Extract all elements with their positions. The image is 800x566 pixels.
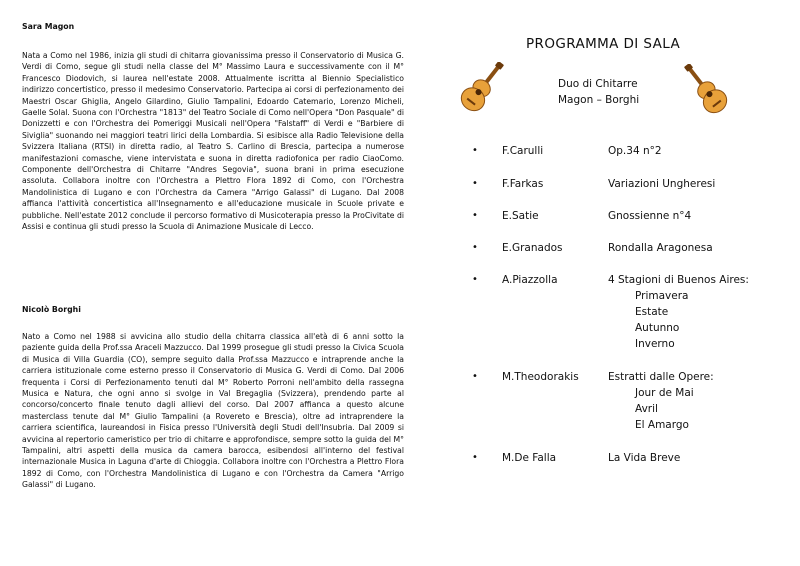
bullet: • (472, 210, 478, 221)
program-subtitle-duo: Duo di Chitarre (558, 78, 638, 90)
work-title: Estratti dalle Opere: (608, 371, 714, 383)
bullet: • (472, 371, 478, 382)
work-title: Gnossienne n°4 (608, 210, 692, 222)
work-title: Variazioni Ungheresi (608, 178, 716, 190)
movement-title: Autunno (635, 322, 680, 334)
guitar-icon-right (676, 64, 738, 118)
bio-nicolo-borghi-text: Nato a Como nel 1988 si avvicina allo studio della chitarra classica all'età di 6 anni sotto la paziente guida della Prof.ssa Araceli Mazzucco. Dal 1999 prosegue gli studi presso la Civica Scuola di Musica di Villa Guardia (CO), sempre seguito dalla Prof.ssa Mazzucco e intraprende anche la carriera istituzionale come esterno presso il Conservatorio di Musica G. Verdi di Como. Dal 2006 frequenta i Corsi di Perfezionamento tenuti dal M° Roberto Porroni nell'ambito della rassegna Musica e Natura, che ogni anno si svolge in Val Bregaglia (Svizzera), prendendo parte al concorso/concerto finale tenuto dagli allievi del corso. Dal 2007 affianca a questo alcune masterclass tenute dal M° Giulio Tampalini (a Rovereto e Brescia), oltre ad intraprendere la carriera scientifica, laureandosi in Fisica presso l'Università degli Studi dell'Insubria. Dal 2009 si avvicina al repertorio cameristico per trio di chitarre e approfondisce, sempre sotto la guida del M° Tampalini, altri aspetti della musica da camera barocca, esibendosi all'interno del festival internazionale Musica in Laguna d'arte di Chioggia. Collabora inoltre con l'Orchestra a Plettro Flora 1892 di Como, con l'Orchestra Mandolinistica di Lugano e con l'Orchestra da Camera "Arrigo Galassi" di Lugano. (22, 332, 404, 490)
guitar-icon-left (450, 62, 512, 116)
composer: E.Granados (502, 242, 563, 254)
composer: M.Theodorakis (502, 371, 579, 383)
movement-title: Jour de Mai (635, 387, 694, 399)
bio-nicolo-borghi-name: Nicolò Borghi (22, 305, 81, 314)
composer: M.De Falla (502, 452, 557, 464)
program-column (430, 0, 800, 566)
bullet: • (472, 145, 478, 156)
bio-sara-magon-text: Nata a Como nel 1986, inizia gli studi di chitarra giovanissima presso il Conservatorio di Musica G. Verdi di Como, segue gli studi nella classe del M° Massimo Laura e successivamente con il M° Francesco Diodovich, si laurea nell'estate 2008. Attualmente iscritta al Biennio Specialistico indirizzo concertistico, presso il medesimo Conservatorio. Partecipa ai corsi di perfezionamento dei Maestri Oscar Ghiglia, Angelo Gilardino, Giulio Tampalini, Edoardo Catemario, Lorenzo Micheli, Gaelle Solal. Suona con l'Orchestra "1813" del Teatro Sociale di Como nell'Opera "Don Pasquale" di Donizzetti e con l'Orchestra dei Pomeriggi Musicali nell'Opera "Falstaff" di Verdi e "Barbiere di Siviglia" suonando nei maggiori teatri lirici della Lombardia. Si esibisce alla Radio Televisione della Svizzera Italiana (RTSI) in diretta radio, al Teatro S. Carlino di Brescia, partecipa a numerose manifestazioni comasche, viene intervistata e suona in diretta radiofonica per radio CiaoComo. Componente dell'Orchestra di Chitarre "Andres Segovia", suona brani in prima esecuzione assoluta. Collabora inoltre con l'Orchestra a Plettro Flora 1892 di Como, con l'Orchestra Mandolinistica di Lugano e con l'Orchestra da Camera "Arrigo Galassi" di Lugano. Dal 2008 affianca l'attività concertistica all'Insegnamento e all'educazione musicale in Scuole private e pubbliche. Nell'estate 2012 conclude il percorso formativo di Musicoterapia presso la ProCivitate di Assisi e continua gli studi presso la Scuola di Animazione Musicale di Lecco. (22, 51, 404, 232)
program-subtitle-names: Magon – Borghi (558, 94, 640, 106)
composer: A.Piazzolla (502, 274, 558, 286)
bullet: • (472, 452, 478, 463)
movement-title: Primavera (635, 290, 689, 302)
work-title: Op.34 n°2 (608, 145, 662, 157)
composer: E.Satie (502, 210, 539, 222)
movement-title: El Amargo (635, 419, 689, 431)
program-title: PROGRAMMA DI SALA (526, 36, 681, 52)
bullet: • (472, 178, 478, 189)
composer: F.Farkas (502, 178, 544, 190)
bullet: • (472, 242, 478, 253)
movement-title: Avril (635, 403, 658, 415)
bio-sara-magon-name: Sara Magon (22, 22, 75, 31)
work-title: 4 Stagioni di Buenos Aires: (608, 274, 749, 286)
composer: F.Carulli (502, 145, 544, 157)
movement-title: Inverno (635, 338, 675, 350)
movement-title: Estate (635, 306, 669, 318)
work-title: Rondalla Aragonesa (608, 242, 713, 254)
work-title: La Vida Breve (608, 452, 681, 464)
bullet: • (472, 274, 478, 285)
